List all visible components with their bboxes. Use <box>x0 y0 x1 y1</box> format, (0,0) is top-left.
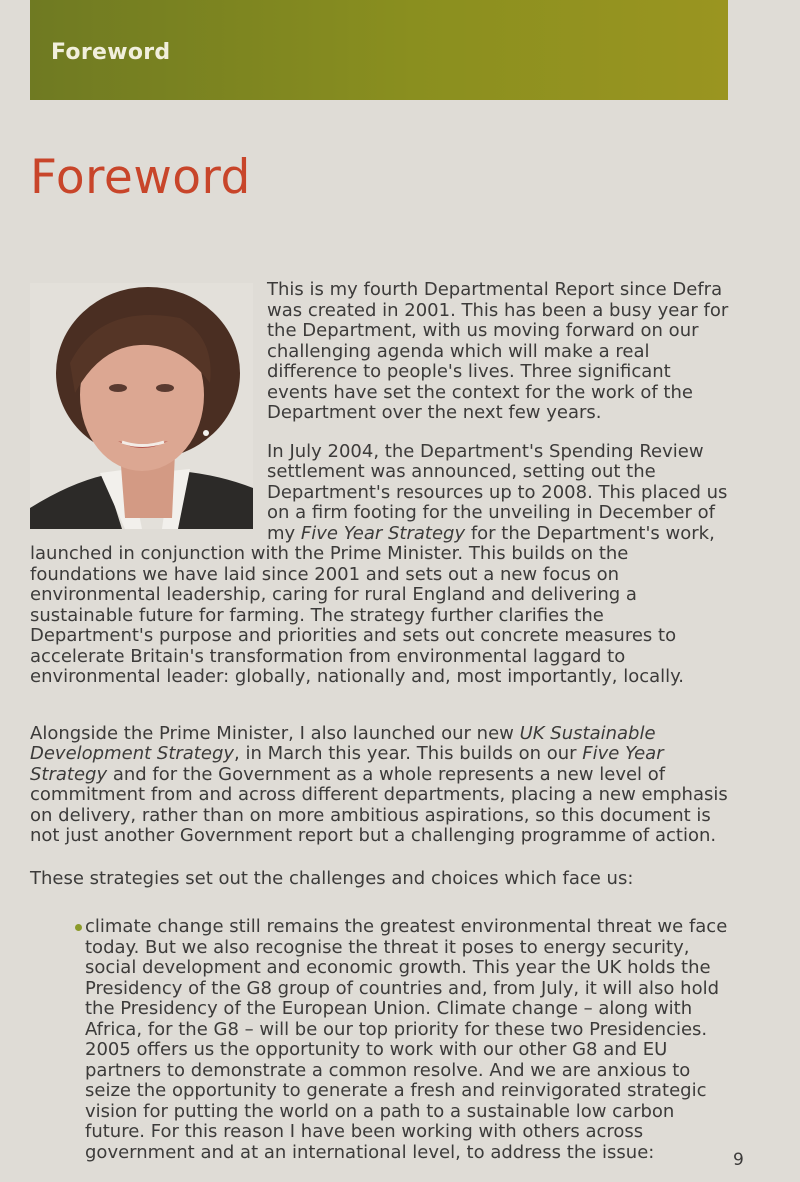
paragraph-3: Alongside the Prime Minister, I also launched our new UK Sustainable Development Strategy, in March this year. This builds on our Five Year Strategy and for the Government as a whole represents a new level of commitment from and across different departments, placing a new emphasis on delivery, rather than on more ambitious aspirations, so this document is not just another Government report but a challenging programme of action. <box>30 722 728 846</box>
section-banner <box>30 0 728 100</box>
body-text <box>30 280 732 1163</box>
banner-title: Foreword <box>51 40 171 65</box>
paragraph-4: These strategies set out the challenges and choices which face us: <box>30 867 634 889</box>
paragraph-1: This is my fourth Departmental Report since Defra was created in 2001. This has been a busy year for the Department, with us moving forward on our challenging agenda which will make a real difference to people's lives. Three significant events have set the context for the work of the Department over the next few years. <box>267 279 729 423</box>
list-item-text: climate change still remains the greatest environmental threat we face today. But we also recognise the threat it poses to energy security, social development and economic growth. This year the UK holds the Presidency of the G8 group of countries and, from July, it will also hold the Presidency of the European Union. Climate change – along with Africa, for the G8 – will be our top priority for these two Presidencies. 2005 offers us the opportunity to work with our other G8 and EU partners to demonstrate a common resolve. And we are anxious to seize the opportunity to generate a fresh and reinvigorated strategic vision for putting the world on a path to a sustainable low carbon future. For this reason I have been working with others across government and at an international level, to address the issue: <box>85 916 728 1163</box>
list-item <box>30 917 732 1163</box>
bullet-dot-icon <box>75 924 82 931</box>
paragraph-2: In July 2004, the Department's Spending Review settlement was announced, setting out the Department's resources up to 2008. This placed us on a firm footing for the unveiling in December of my Five Year Strategy for the Department's work, launched in conjunction with the Prime Minister. This builds on the foundations we have laid since 2001 and sets out a new focus on environmental leadership, caring for rural England and delivering a sustainable future for farming. The strategy further clarifies the Department's purpose and priorities and sets out concrete measures to accelerate Britain's transformation from environmental laggard to environmental leader: globally, nationally and, most importantly, locally. <box>30 440 728 687</box>
page-number: 9 <box>733 1150 744 1170</box>
page-heading: Foreword <box>30 150 251 205</box>
bullet-list <box>30 917 732 1163</box>
